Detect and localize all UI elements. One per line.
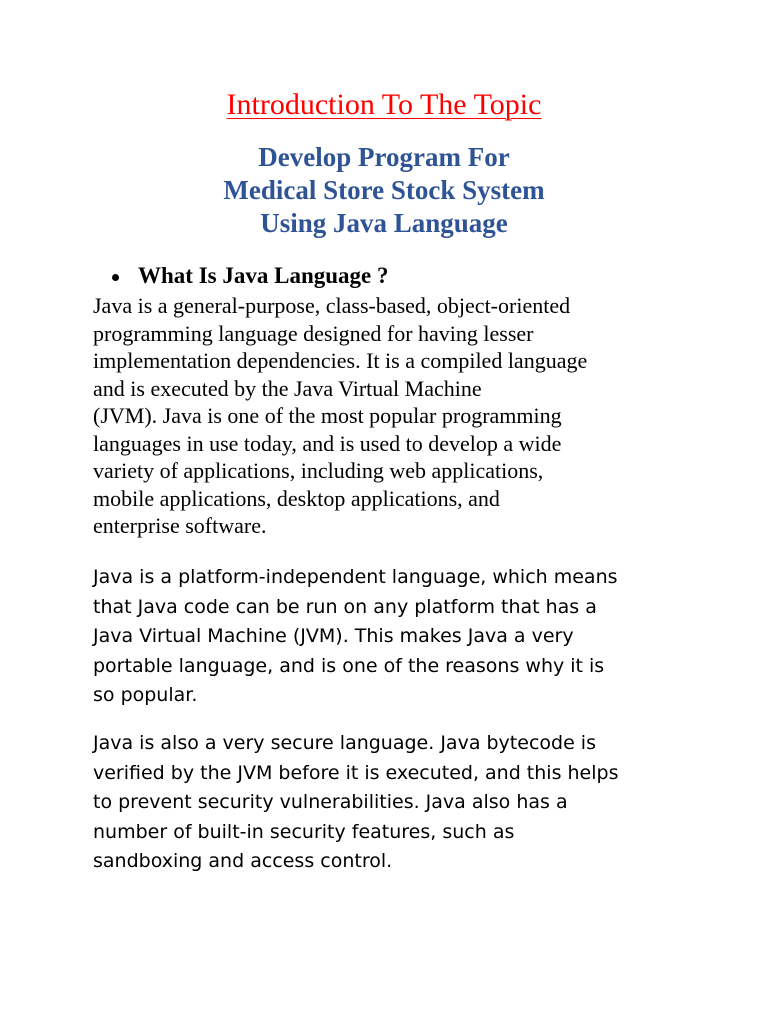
paragraph-line: variety of applications, including web applications, [93, 458, 544, 483]
paragraph-line: portable language, and is one of the reasons why it is [93, 654, 605, 677]
section-heading-text: What Is Java Language ? [138, 263, 389, 288]
paragraph-line: to prevent security vulnerabilities. Java also has a [93, 791, 568, 813]
paragraph-line: sandboxing and access control. [93, 850, 393, 872]
subtitle-line: Medical Store Stock System [223, 175, 545, 205]
paragraph-line: and is executed by the Java Virtual Machine [93, 375, 482, 401]
paragraph-2 [93, 563, 713, 711]
paragraph-line: languages in use today, and is used to develop a wide [93, 430, 562, 456]
paragraph-line: programming language designed for having lesser [93, 320, 534, 346]
paragraph-line: number of built-in security features, such as [93, 820, 515, 843]
page-title: Introduction To The Topic [226, 88, 542, 121]
subtitle-line: Develop Program For [258, 142, 510, 172]
document-subtitle [0, 141, 768, 240]
paragraph-line: Java Virtual Machine (JVM). This makes Java a very [93, 625, 574, 647]
paragraph-line: Java is a platform-independent language, which means [93, 566, 618, 588]
paragraph-line: Java is also a very secure language. Java bytecode is [93, 732, 596, 754]
paragraph-1 [93, 292, 693, 540]
paragraph-line: enterprise software. [93, 513, 267, 538]
section-heading [112, 260, 388, 292]
paragraph-3 [93, 729, 713, 877]
paragraph-line: mobile applications, desktop applications, and [93, 485, 500, 511]
subtitle-line: Using Java Language [260, 208, 508, 238]
paragraph-line: implementation dependencies. It is a compiled language [93, 348, 588, 373]
paragraph-line: (JVM). Java is one of the most popular programming [93, 403, 562, 428]
paragraph-line: Java is a general-purpose, class-based, object-oriented [93, 293, 571, 318]
paragraph-line: so popular. [93, 684, 198, 706]
paragraph-line: verified by the JVM before it is executed, and this helps [93, 761, 619, 784]
bullet-icon [112, 274, 119, 281]
paragraph-line: that Java code can be run on any platform that has a [93, 595, 597, 618]
